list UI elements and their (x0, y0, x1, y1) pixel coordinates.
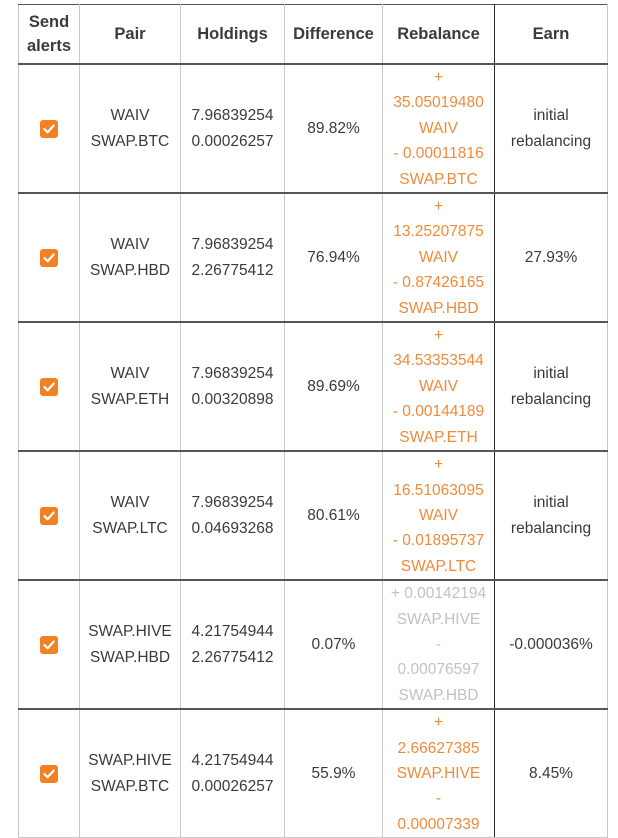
send-alerts-cell (19, 64, 80, 193)
pair-cell (80, 709, 181, 838)
rebalance-cell-line: 34.53353544 (393, 352, 484, 370)
rebalance-cell-line: SWAP.HBD (398, 686, 479, 704)
rebalance-cell-line: + (433, 198, 444, 216)
earn-cell-line: rebalancing (510, 132, 592, 150)
check-icon (42, 122, 56, 136)
send-alerts-cell (19, 193, 80, 322)
header-send-alerts (19, 5, 80, 65)
rebalance-cell-line: 2.66627385 (397, 739, 480, 757)
difference-cell: 76.94% (285, 193, 383, 322)
send-alerts-cell (19, 709, 80, 838)
send-alerts-cell (19, 580, 80, 709)
earn-cell-line: initial (533, 365, 569, 383)
holdings-cell-line: 7.96839254 (191, 107, 274, 125)
table-header-row (19, 5, 608, 65)
rebalance-cell-line: SWAP.LTC (400, 557, 477, 575)
rebalance-cell-line: + (433, 456, 444, 474)
table-row (19, 709, 608, 838)
pair-cell (80, 193, 181, 322)
send-alert-checkbox[interactable] (40, 378, 58, 396)
difference-cell: 80.61% (285, 451, 383, 580)
earn-cell (495, 580, 608, 709)
holdings-cell-line: 0.00320898 (191, 390, 274, 408)
rebalance-cell-line: 0.00076597 (397, 661, 480, 679)
send-alert-checkbox[interactable] (40, 507, 58, 525)
rebalance-cell (383, 64, 495, 193)
pair-cell (80, 451, 181, 580)
earn-cell (495, 709, 608, 838)
rebalance-cell-line: 0.00007339 (397, 815, 480, 833)
difference-cell: 89.69% (285, 322, 383, 451)
difference-cell: 55.9% (285, 709, 383, 838)
holdings-cell (181, 709, 285, 838)
send-alert-checkbox[interactable] (40, 120, 58, 138)
pair-cell-line: SWAP.HBD (89, 648, 171, 666)
rebalance-cell-line: 16.51063095 (393, 481, 484, 499)
pair-cell-line: WAIV (110, 365, 150, 383)
earn-cell-line: 27.93% (524, 248, 578, 266)
holdings-cell (181, 451, 285, 580)
holdings-cell-line: 2.26775412 (191, 648, 274, 666)
pair-cell-line: SWAP.HBD (89, 261, 171, 279)
check-icon (42, 638, 56, 652)
rebalance-cell-line: - 0.00144189 (392, 403, 485, 421)
table-row (19, 64, 608, 193)
table-row (19, 580, 608, 709)
holdings-cell-line: 0.00026257 (191, 777, 274, 795)
header-pair: Pair (80, 5, 181, 65)
header-earn: Earn (495, 5, 608, 65)
rebalance-cell (383, 193, 495, 322)
earn-cell (495, 193, 608, 322)
earn-cell (495, 451, 608, 580)
earn-cell-line: initial (533, 107, 569, 125)
rebalance-cell-line: WAIV (418, 248, 459, 266)
send-alert-checkbox[interactable] (40, 249, 58, 267)
rebalance-cell-line: SWAP.HIVE (396, 764, 481, 782)
table-row (19, 451, 608, 580)
rebalance-cell-line: WAIV (418, 506, 459, 524)
earn-cell-line: rebalancing (510, 519, 592, 537)
difference-cell: 89.82% (285, 64, 383, 193)
earn-cell-line: rebalancing (510, 390, 592, 408)
holdings-cell-line: 4.21754944 (191, 623, 274, 641)
header-rebalance: Rebalance (383, 5, 495, 65)
check-icon (42, 509, 56, 523)
pair-cell-line: SWAP.ETH (90, 390, 170, 408)
rebalance-cell-line: - (435, 635, 442, 653)
send-alert-checkbox[interactable] (40, 636, 58, 654)
holdings-cell (181, 193, 285, 322)
holdings-cell-line: 7.96839254 (191, 494, 274, 512)
earn-cell-line: -0.000036% (509, 635, 593, 653)
earn-cell (495, 64, 608, 193)
send-alert-checkbox[interactable] (40, 765, 58, 783)
rebalance-cell-line: + 0.00142194 (390, 585, 487, 603)
table-row (19, 322, 608, 451)
rebalance-table (18, 4, 608, 838)
rebalance-cell-line: WAIV (418, 119, 459, 137)
header-send-alerts-line2: alerts (26, 37, 72, 55)
rebalance-cell (383, 451, 495, 580)
header-holdings: Holdings (181, 5, 285, 65)
check-icon (42, 380, 56, 394)
earn-cell-line: initial (533, 494, 569, 512)
check-icon (42, 767, 56, 781)
holdings-cell (181, 64, 285, 193)
send-alerts-cell (19, 322, 80, 451)
header-send-alerts-line1: Send (28, 13, 70, 31)
rebalance-cell-line: SWAP.HIVE (396, 610, 481, 628)
pair-cell (80, 580, 181, 709)
earn-cell-line: 8.45% (529, 764, 573, 782)
rebalance-cell-line: + (433, 714, 444, 732)
pair-cell-line: SWAP.HIVE (88, 752, 172, 770)
rebalance-cell-line: - 0.00011816 (393, 145, 484, 163)
header-difference: Difference (285, 5, 383, 65)
holdings-cell (181, 322, 285, 451)
pair-cell-line: WAIV (110, 494, 150, 512)
holdings-cell (181, 580, 285, 709)
rebalance-cell-line: - 0.87426165 (392, 274, 485, 292)
holdings-cell-line: 7.96839254 (191, 236, 274, 254)
rebalance-cell (383, 322, 495, 451)
holdings-cell-line: 2.26775412 (191, 261, 274, 279)
holdings-cell-line: 0.04693268 (191, 519, 274, 537)
pair-cell-line: SWAP.HIVE (88, 623, 172, 641)
table-row (19, 193, 608, 322)
rebalance-cell-line: SWAP.BTC (399, 170, 478, 188)
holdings-cell-line: 4.21754944 (191, 752, 274, 770)
holdings-cell-line: 0.00026257 (191, 132, 274, 150)
rebalance-cell-line: SWAP.HBD (398, 299, 479, 317)
pair-cell (80, 322, 181, 451)
pair-cell-line: SWAP.LTC (92, 519, 168, 537)
pair-cell-line: WAIV (110, 107, 150, 125)
rebalance-cell-line: 13.25207875 (393, 223, 484, 241)
pair-cell-line: SWAP.BTC (90, 132, 170, 150)
send-alerts-cell (19, 451, 80, 580)
table-body (19, 64, 608, 838)
rebalance-cell-line: - 0.01895737 (392, 532, 485, 550)
rebalance-cell-line: SWAP.ETH (399, 428, 478, 446)
rebalance-cell-line: WAIV (418, 377, 459, 395)
pair-cell (80, 64, 181, 193)
rebalance-cell-line: + (433, 327, 444, 345)
earn-cell (495, 322, 608, 451)
check-icon (42, 251, 56, 265)
rebalance-cell-line: - (435, 790, 442, 808)
rebalance-cell (383, 709, 495, 838)
holdings-cell-line: 7.96839254 (191, 365, 274, 383)
rebalance-cell (383, 580, 495, 709)
pair-cell-line: WAIV (110, 236, 150, 254)
difference-cell: 0.07% (285, 580, 383, 709)
rebalance-cell-line: + (433, 69, 444, 86)
pair-cell-line: SWAP.BTC (90, 777, 170, 795)
rebalance-cell-line: 35.05019480 (393, 94, 484, 112)
